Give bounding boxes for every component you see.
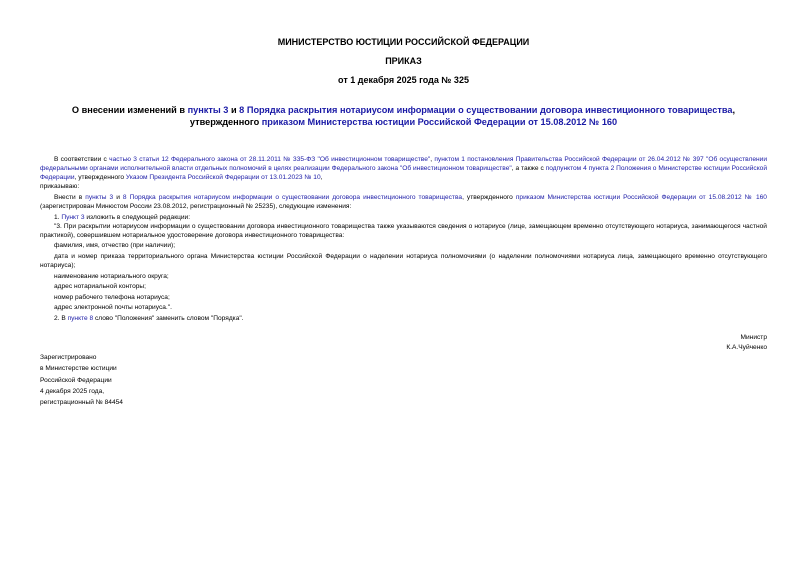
intro-text: Внести в bbox=[54, 193, 86, 201]
item-2 bbox=[40, 314, 767, 323]
item-1 bbox=[40, 213, 767, 222]
intro-link-procedure[interactable]: 8 Порядка раскрытия нотариусом информации о существовании договора инвестиционного товарищества bbox=[122, 193, 463, 201]
title-text: , утвержденного bbox=[189, 105, 736, 127]
quote-point-3: "3. При раскрытии нотариусом информации о существовании договора инвестиционного товарищества также указываются сведения о нотариусе (лице, замещающем временно отсутствующего нотариуса, занимающегося частной практикой), совершившем нотариальное удостоверение договора инвестиционного товарищества: bbox=[40, 222, 767, 239]
preamble-text: , а также с bbox=[511, 165, 546, 173]
title-text: и bbox=[228, 105, 240, 115]
list-item-phone: номер рабочего телефона нотариуса; bbox=[54, 293, 170, 301]
title-link-points-3[interactable]: пункты 3 bbox=[187, 105, 229, 115]
preamble-text: , bbox=[430, 156, 435, 163]
item-2-link-point-8[interactable]: пункте 8 bbox=[67, 315, 94, 322]
list-item-district: наименование нотариального округа; bbox=[54, 272, 169, 280]
intro-text: и bbox=[113, 193, 123, 201]
list-item-order: дата и номер приказа территориального органа Министерства юстиции Российской Федерации о наделении нотариуса полномочиями (о наделении полномочиями нотариуса лица, замещающего временно отсутствующего нотариуса); bbox=[40, 252, 767, 270]
intro-text: (зарегистрирован Минюстом России 23.08.2012, регистрационный № 25235), следующие изменения: bbox=[40, 202, 352, 210]
intro-link-points-3[interactable]: пункты 3 bbox=[85, 193, 114, 201]
ministry-heading: МИНИСТЕРСТВО ЮСТИЦИИ РОССИЙСКОЙ ФЕДЕРАЦИИ bbox=[277, 37, 530, 47]
document-type: ПРИКАЗ bbox=[385, 56, 422, 66]
preamble-link-regulation[interactable]: подпунктом 4 пункта 2 Положения о Министерстве юстиции Российской Федерации bbox=[40, 165, 768, 182]
title-link-procedure[interactable]: 8 Порядка раскрытия нотариусом информации о существовании договора инвестиционного товарищества bbox=[239, 105, 733, 115]
preamble-text: , bbox=[320, 174, 323, 182]
document-date-number: от 1 декабря 2025 года № 325 bbox=[338, 75, 469, 85]
item-2-text: 2. В bbox=[54, 315, 68, 322]
preamble-link-government-decree[interactable]: пунктом 1 постановления Правительства Российской Федерации от 26.04.2012 № 397 "Об осуществлении федеральными органами исполнительной власти отдельных полномочий в целях реализации Федерального закона "Об инвестиционном товариществе" bbox=[40, 156, 768, 173]
signature-name: К.А.Чуйченко bbox=[726, 343, 767, 351]
list-item-fio: фамилия, имя, отчество (при наличии); bbox=[54, 242, 176, 250]
signature-block bbox=[726, 333, 767, 352]
title-text: О внесении изменений в bbox=[71, 105, 188, 115]
preamble-text: В соответствии с bbox=[54, 156, 110, 163]
intro-text: , утвержденного bbox=[462, 193, 516, 201]
item-1-text: 1. bbox=[54, 213, 62, 221]
item-1-text: изложить в следующей редакции: bbox=[84, 213, 191, 221]
registration-number: регистрационный № 84454 bbox=[40, 399, 123, 407]
preamble-paragraph bbox=[40, 155, 767, 182]
list-item-email: адрес электронной почты нотариуса.". bbox=[54, 304, 172, 312]
preamble-text: , утвержденного bbox=[74, 174, 126, 182]
registration-line: в Министерстве юстиции bbox=[40, 365, 117, 373]
registration-line: Зарегистрировано bbox=[40, 354, 97, 361]
intro-link-order-160[interactable]: приказом Министерства юстиции Российской Федерации от 15.08.2012 № 160 bbox=[515, 193, 767, 201]
document-title bbox=[60, 104, 747, 128]
intro-paragraph bbox=[40, 193, 767, 211]
prikazyvayu-line: приказываю: bbox=[40, 183, 80, 191]
item-2-text: слово "Положения" заменить словом "Порядка". bbox=[93, 315, 244, 322]
list-item-office: адрес нотариальной конторы; bbox=[54, 283, 146, 291]
preamble-link-federal-law[interactable]: частью 3 статьи 12 Федерального закона от 28.11.2011 № 335-ФЗ "Об инвестиционном товариществе" bbox=[109, 156, 431, 163]
registration-date: 4 декабря 2025 года, bbox=[40, 387, 105, 395]
registration-block bbox=[40, 352, 123, 408]
preamble-link-presidential-decree[interactable]: Указом Президента Российской Федерации от 13.01.2023 № 10 bbox=[125, 174, 321, 182]
title-link-order-160[interactable]: приказом Министерства юстиции Российской Федерации от 15.08.2012 № 160 bbox=[261, 117, 618, 127]
registration-line: Российской Федерации bbox=[40, 376, 112, 384]
document-body bbox=[40, 155, 767, 323]
item-1-link-point-3[interactable]: Пункт 3 bbox=[61, 213, 85, 221]
signature-position: Министр bbox=[740, 334, 767, 341]
